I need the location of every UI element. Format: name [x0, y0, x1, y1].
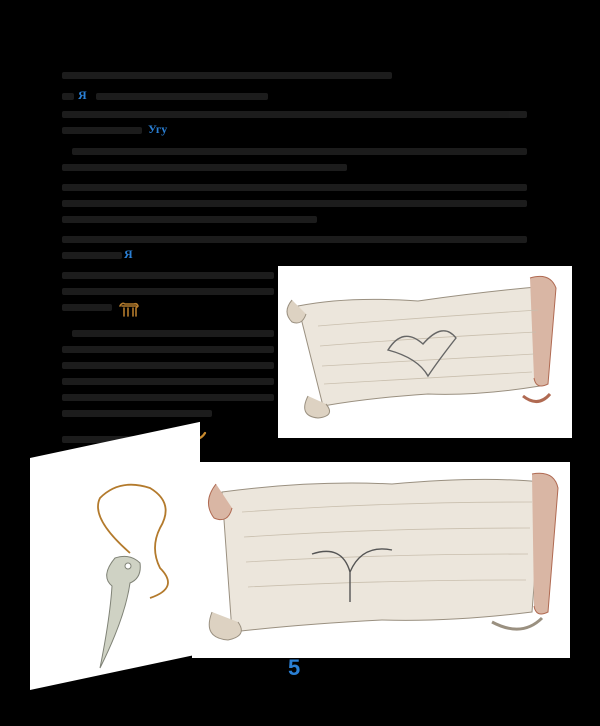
scroll-illustration-bottom [192, 462, 570, 658]
bark-scroll-icon [192, 462, 570, 658]
blue-mark-2: Угу [148, 122, 168, 136]
blue-mark-1: Я [78, 88, 87, 102]
blue-mark-3: Я [124, 247, 133, 261]
bone-hook-with-string-icon [30, 458, 200, 690]
bone-hook-illustration [30, 422, 200, 690]
scroll-illustration-top [278, 266, 572, 438]
bark-scroll-icon [278, 266, 572, 438]
goat-icon [118, 300, 140, 318]
page-number: 5 [288, 655, 301, 680]
